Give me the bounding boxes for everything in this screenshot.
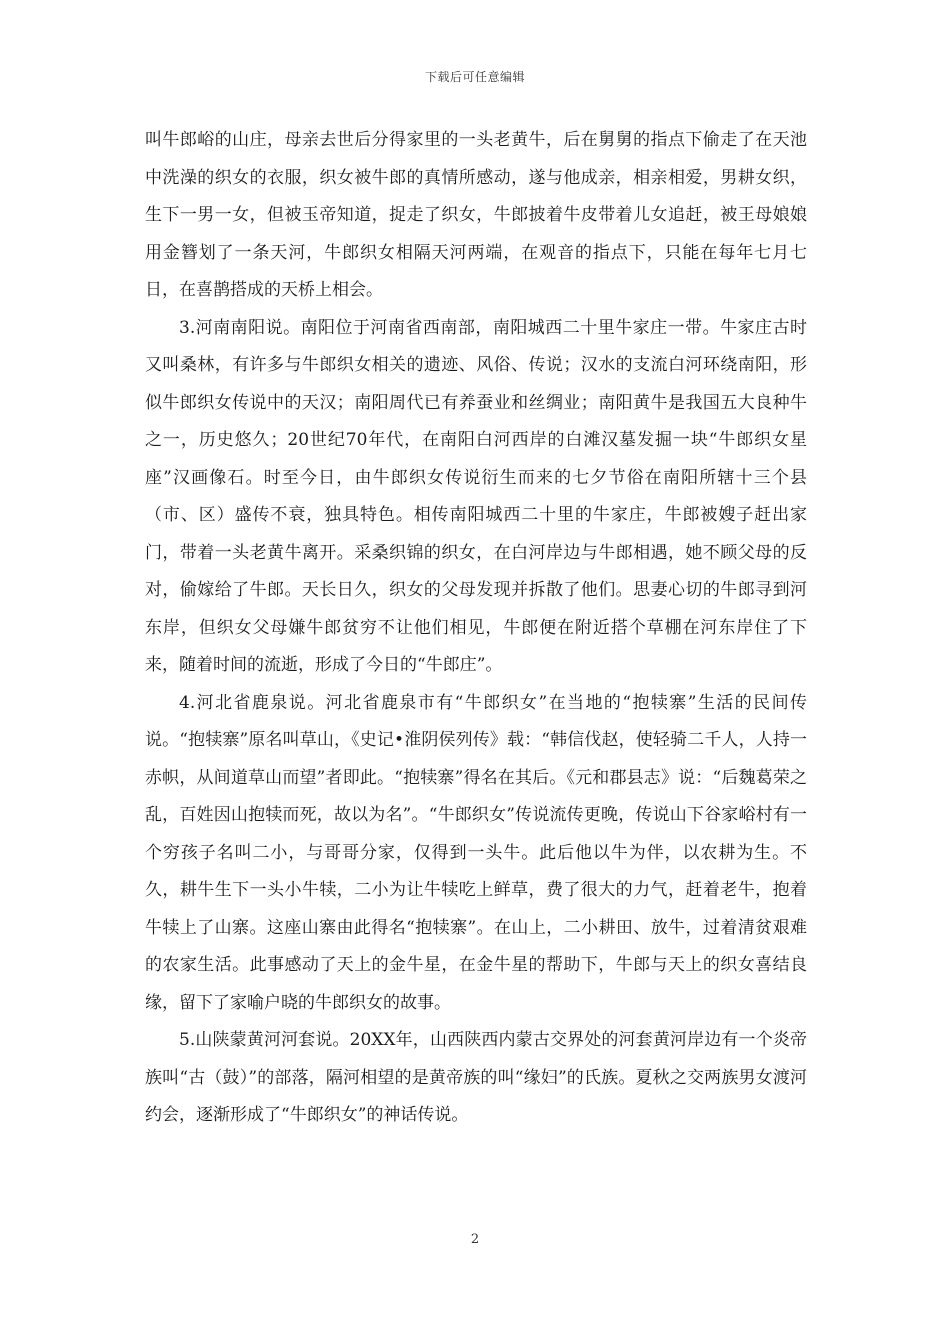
paragraph-continuation: 叫牛郎峪的山庄，母亲去世后分得家里的一头老黄牛，后在舅舅的指点下偷走了在天池中洗澡的织女的衣服，织女被牛郎的真情所感动，遂与他成亲，相亲相爱，男耕女织，生下一男一女，但被玉帝知道，捉走了织女，牛郎披着牛皮带着儿女追赶，被王母娘娘用金簪划了一条天河，牛郎织女相隔天河两端，在观音的指点下，只能在每年七月七日，在喜鹊搭成的天桥上相会。 (145, 130, 807, 300)
document-body (145, 122, 807, 1135)
page-number: 2 (470, 1232, 480, 1247)
paragraph-shanshaanmeng: 5.山陕蒙黄河河套说。20XX年，山西陕西内蒙古交界处的河套黄河岸边有一个炎帝族叫“古（鼓）”的部落，隔河相望的是黄帝族的叫“缘妇”的氏族。夏秋之交两族男女渡河约会，逐渐形成了“牛郎织女”的神话传说。 (145, 1030, 807, 1125)
paragraph-henan-nanyang: 3.河南南阳说。南阳位于河南省西南部，南阳城西二十里牛家庄一带。牛家庄古时又叫桑林，有许多与牛郎织女相关的遗迹、风俗、传说；汉水的支流白河环绕南阳，形似牛郎织女传说中的天汉；南阳周代已有养蚕业和丝绸业；南阳黄牛是我国五大良种牛之一，历史悠久；20世纪70年代，在南阳白河西岸的白滩汉墓发掘一块“牛郎织女星座”汉画像石。时至今日，由牛郎织女传说衍生而来的七夕节俗在南阳所辖十三个县（市、区）盛传不衰，独具特色。相传南阳城西二十里的牛家庄，牛郎被嫂子赶出家门，带着一头老黄牛离开。采桑织锦的织女，在白河岸边与牛郎相遇，她不顾父母的反对，偷嫁给了牛郎。天长日久，织女的父母发现并拆散了他们。思妻心切的牛郎寻到河东岸，但织女父母嫌牛郎贫穷不让他们相见，牛郎便在附近搭个草棚在河东岸住了下来，随着时间的流逝，形成了今日的“牛郎庄”。 (145, 317, 807, 675)
paragraph-hebei-luquan: 4.河北省鹿泉说。河北省鹿泉市有“牛郎织女”在当地的“抱犊寨”生活的民间传说。“抱犊寨”原名叫草山，《史记•淮阴侯列传》载：“韩信伐赵，使轻骑二千人，人持一赤帜，从间道草山而望”者即此。“抱犊寨”得名在其后。《元和郡县志》说：“后魏葛荣之乱，百姓因山抱犊而死，故以为名”。“牛郎织女”传说流传更晚，传说山下谷家峪村有一个穷孩子名叫二小，与哥哥分家，仅得到一头牛。此后他以牛为伴，以农耕为生。不久，耕牛生下一头小牛犊，二小为让牛犊吃上鲜草，费了很大的力气，赶着老牛，抱着牛犊上了山寨。这座山寨由此得名“抱犊寨”。在山上，二小耕田、放牛，过着清贫艰难的农家生活。此事感动了天上的金牛星，在金牛星的帮助下，牛郎与天上的织女喜结良缘，留下了家喻户晓的牛郎织女的故事。 (145, 692, 807, 1013)
page-header: 下载后可任意编辑 (424, 70, 525, 84)
